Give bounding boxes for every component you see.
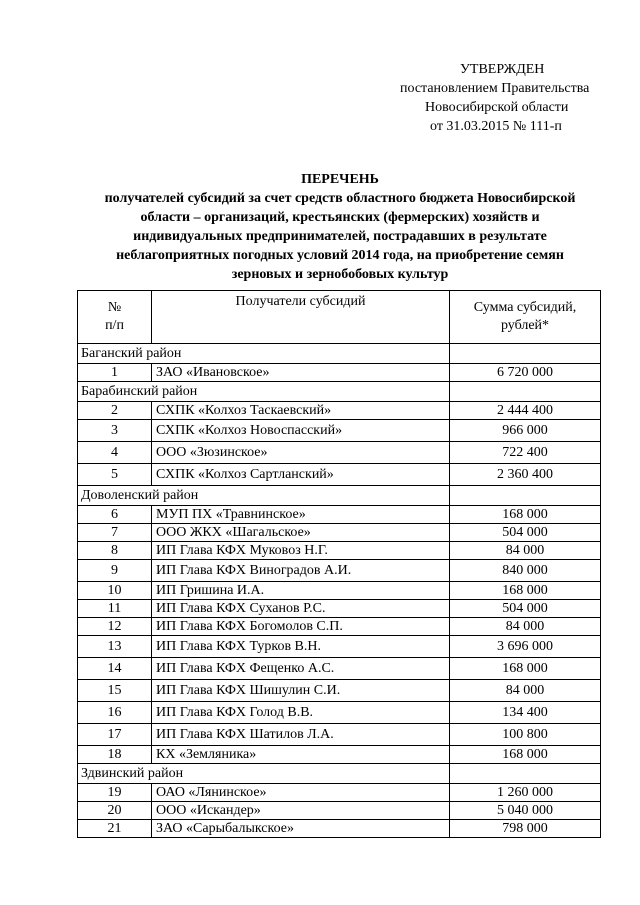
table-body <box>78 344 601 838</box>
row-sum: 2 360 400 <box>450 464 601 486</box>
row-recipient: ИП Глава КФХ Фещенко А.С. <box>152 658 450 680</box>
row-number: 9 <box>78 560 152 582</box>
header-recipients <box>152 291 450 344</box>
header-sum-line-1: Сумма субсидий, <box>473 300 577 315</box>
district-sum-cell <box>450 344 601 364</box>
table-row <box>78 364 601 382</box>
title-heading: ПЕРЕЧЕНЬ <box>301 172 379 187</box>
table-row <box>78 636 601 658</box>
row-recipient: СХПК «Колхоз Новоспасский» <box>152 420 450 442</box>
row-sum: 504 000 <box>450 524 601 542</box>
table-row <box>78 402 601 420</box>
district-name: Баганский район <box>78 344 450 364</box>
approval-line-2: постановлением Правительства <box>400 81 590 96</box>
row-recipient: ИП Глава КФХ Голод В.В. <box>152 702 450 724</box>
table-row <box>78 524 601 542</box>
table-row <box>78 442 601 464</box>
row-recipient: ИП Глава КФХ Шатилов Л.А. <box>152 724 450 746</box>
header-num-line-1: № <box>107 300 122 315</box>
row-number: 14 <box>78 658 152 680</box>
district-row <box>78 344 601 364</box>
table-row <box>78 560 601 582</box>
row-sum: 3 696 000 <box>450 636 601 658</box>
district-sum-cell <box>450 382 601 402</box>
row-number: 12 <box>78 618 152 636</box>
row-sum: 840 000 <box>450 560 601 582</box>
recipients-table <box>77 290 601 838</box>
table-row <box>78 582 601 600</box>
row-sum: 168 000 <box>450 506 601 524</box>
approval-line-4: от 31.03.2015 № 111-п <box>430 119 562 134</box>
row-number: 8 <box>78 542 152 560</box>
district-name: Доволенский район <box>78 486 450 506</box>
table-row <box>78 464 601 486</box>
header-num <box>78 291 152 344</box>
row-sum: 504 000 <box>450 600 601 618</box>
row-sum: 168 000 <box>450 582 601 600</box>
row-recipient: СХПК «Колхоз Таскаевский» <box>152 402 450 420</box>
row-sum: 84 000 <box>450 680 601 702</box>
header-recipients-label: Получатели субсидий <box>235 294 366 309</box>
row-recipient: ИП Глава КФХ Богомолов С.П. <box>152 618 450 636</box>
row-number: 13 <box>78 636 152 658</box>
row-number: 11 <box>78 600 152 618</box>
district-row <box>78 486 601 506</box>
row-sum: 84 000 <box>450 542 601 560</box>
row-number: 6 <box>78 506 152 524</box>
table-row <box>78 820 601 838</box>
table-row <box>78 658 601 680</box>
row-recipient: МУП ПХ «Травнинское» <box>152 506 450 524</box>
row-recipient: ИП Гришина И.А. <box>152 582 450 600</box>
row-recipient: ЗАО «Сарыбалыкское» <box>152 820 450 838</box>
district-name: Барабинский район <box>78 382 450 402</box>
district-sum-cell <box>450 486 601 506</box>
row-recipient: ИП Глава КФХ Турков В.Н. <box>152 636 450 658</box>
table-row <box>78 420 601 442</box>
row-recipient: КХ «Земляника» <box>152 746 450 764</box>
row-number: 1 <box>78 364 152 382</box>
row-sum: 5 040 000 <box>450 802 601 820</box>
header-sum-line-2: рублей* <box>500 318 550 333</box>
row-recipient: ИП Глава КФХ Суханов Р.С. <box>152 600 450 618</box>
row-recipient: ИП Глава КФХ Муковоз Н.Г. <box>152 542 450 560</box>
row-sum: 168 000 <box>450 746 601 764</box>
row-recipient: СХПК «Колхоз Сартланский» <box>152 464 450 486</box>
approval-line-3: Новосибирской области <box>425 100 569 115</box>
row-sum: 798 000 <box>450 820 601 838</box>
district-row <box>78 382 601 402</box>
table-row <box>78 702 601 724</box>
table-row <box>78 542 601 560</box>
table-row <box>78 746 601 764</box>
district-row <box>78 764 601 784</box>
row-number: 20 <box>78 802 152 820</box>
approval-line-1: УТВЕРЖДЕН <box>460 62 545 77</box>
title-line-5: зерновых и зернобобовых культур <box>231 267 449 282</box>
row-sum: 2 444 400 <box>450 402 601 420</box>
row-number: 5 <box>78 464 152 486</box>
row-sum: 100 800 <box>450 724 601 746</box>
title-line-1: получателей субсидий за счет средств областного бюджета Новосибирской <box>104 191 576 206</box>
title-line-2: области – организаций, крестьянских (фермерских) хозяйств и <box>140 210 540 225</box>
row-sum: 722 400 <box>450 442 601 464</box>
title-line-4: неблагоприятных погодных условий 2014 года, на приобретение семян <box>116 248 564 263</box>
row-number: 2 <box>78 402 152 420</box>
document-title <box>60 170 620 284</box>
row-recipient: ООО «Искандер» <box>152 802 450 820</box>
row-recipient: ООО ЖКХ «Шагальское» <box>152 524 450 542</box>
row-sum: 6 720 000 <box>450 364 601 382</box>
row-recipient: ОАО «Лянинское» <box>152 784 450 802</box>
title-line-3: индивидуальных предпринимателей, пострадавших в результате <box>133 229 547 244</box>
header-num-line-2: п/п <box>105 318 124 333</box>
table-header-row <box>78 291 601 344</box>
district-sum-cell <box>450 764 601 784</box>
table-row <box>78 802 601 820</box>
row-number: 16 <box>78 702 152 724</box>
row-sum: 84 000 <box>450 618 601 636</box>
row-number: 7 <box>78 524 152 542</box>
row-recipient: ИП Глава КФХ Шишулин С.И. <box>152 680 450 702</box>
row-number: 4 <box>78 442 152 464</box>
row-sum: 134 400 <box>450 702 601 724</box>
row-sum: 1 260 000 <box>450 784 601 802</box>
approval-block <box>380 60 620 136</box>
table-row <box>78 600 601 618</box>
header-sum <box>450 291 601 344</box>
table-row <box>78 680 601 702</box>
row-number: 15 <box>78 680 152 702</box>
row-number: 19 <box>78 784 152 802</box>
district-name: Здвинский район <box>78 764 450 784</box>
row-recipient: ИП Глава КФХ Виноградов А.И. <box>152 560 450 582</box>
row-number: 10 <box>78 582 152 600</box>
row-number: 21 <box>78 820 152 838</box>
table-row <box>78 506 601 524</box>
row-sum: 966 000 <box>450 420 601 442</box>
row-number: 17 <box>78 724 152 746</box>
row-recipient: ЗАО «Ивановское» <box>152 364 450 382</box>
table-row <box>78 784 601 802</box>
row-sum: 168 000 <box>450 658 601 680</box>
row-number: 3 <box>78 420 152 442</box>
table-row <box>78 618 601 636</box>
row-recipient: ООО «Зюзинское» <box>152 442 450 464</box>
row-number: 18 <box>78 746 152 764</box>
table-row <box>78 724 601 746</box>
